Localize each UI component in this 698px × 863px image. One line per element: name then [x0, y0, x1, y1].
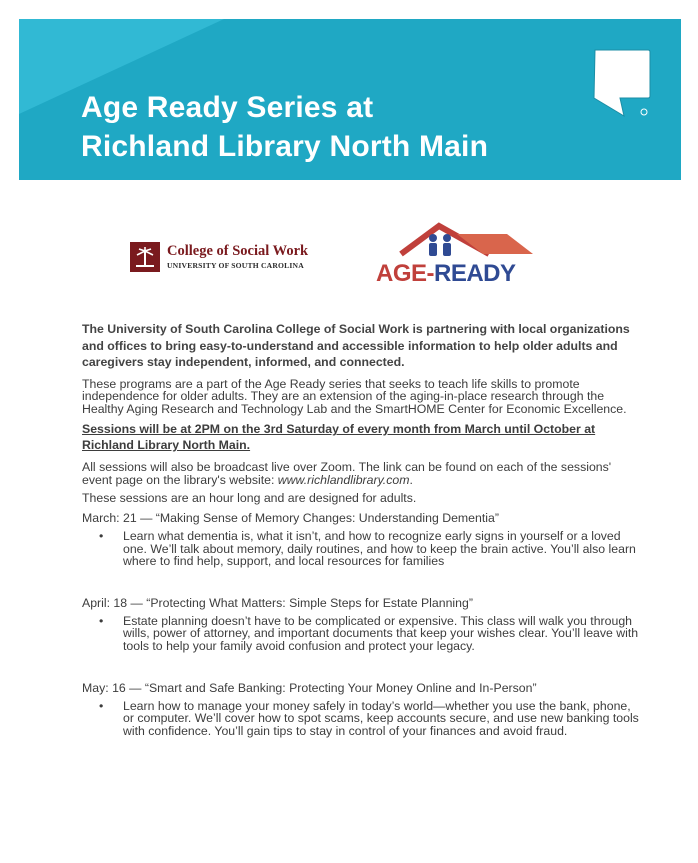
library-website-link[interactable]: www.richlandlibrary.com: [277, 472, 410, 487]
programs-paragraph: These programs are a part of the Age Ready series that seeks to teach life skills to promote independence for older adults. They are an extension of the aging-in-place research through the Healthy Aging Research and Technology Lab and the SmartHOME Center for Economic Excellence.: [82, 376, 627, 416]
intro-lead: The University of South Carolina College of Social Work is partnering with local organizations and offices to bring easy-to-understand and accessible information to help older adults and caregivers stay independent, informed, and connected.: [82, 322, 630, 369]
event-heading-march: March: 21 — “Making Sense of Memory Changes: Understanding Dementia”: [82, 511, 499, 526]
college-social-work-logo: [130, 240, 330, 274]
event-description-april: [82, 615, 642, 653]
age-ready-logo: [373, 220, 541, 290]
house-family-icon: [373, 220, 541, 262]
event-description-march: [82, 530, 642, 568]
sessions-schedule: Sessions will be at 2PM on the 3rd Saturday of every month from March until October at Richland Library North Main.: [82, 422, 596, 453]
title-line-2: Richland Library North Main: [81, 130, 489, 163]
zoom-end: .: [409, 472, 413, 487]
hour-long-paragraph: These sessions are an hour long and are designed for adults.: [82, 491, 417, 506]
age-ready-wordmark: [376, 260, 516, 288]
university-name: UNIVERSITY OF SOUTH CAROLINA: [167, 261, 304, 270]
event-text-march: Learn what dementia is, what it isn’t, and how to recognize early signs in yourself or a loved one. We’ll talk about memory, daily routines, and how to keep the brain active. You’ll also learn where to find help, support, and local resources for families: [123, 529, 636, 569]
bullet-icon: •: [99, 698, 104, 713]
college-name: College of Social Work: [167, 243, 309, 259]
palmetto-seal-icon: [130, 242, 160, 272]
event-description-may: [82, 700, 642, 738]
bullet-icon: •: [99, 529, 104, 544]
age-word-part1: AGE-: [376, 260, 434, 287]
event-text-may: Learn how to manage your money safely in today’s world—whether you use the bank, phone, or computer. We’ll cover how to spot scams, keep accounts secure, and use new banking tools with confidence. You’ll gain tips to stay in control of your finances and avoid fraud.: [123, 698, 639, 738]
main-content: [82, 321, 642, 737]
page-title: [81, 88, 488, 166]
title-line-1: Age Ready Series at: [81, 91, 374, 124]
event-heading-april: April: 18 — “Protecting What Matters: Simple Steps for Estate Planning”: [82, 595, 473, 610]
zoom-paragraph: [82, 461, 642, 486]
event-text-april: Estate planning doesn’t have to be complicated or expensive. This class will walk you through wills, power of attorney, and important documents that keep your wishes clear. You’ll leave with tools to help your family avoid confusion and protect your legacy.: [123, 613, 639, 654]
bullet-icon: •: [99, 613, 104, 628]
speech-bubble-icon: [592, 48, 652, 120]
zoom-text: All sessions will also be broadcast live over Zoom. The link can be found on each of the sessions' event page on the library's website:: [82, 460, 612, 487]
age-word-part2: READY: [434, 260, 516, 287]
event-heading-may: May: 16 — “Smart and Safe Banking: Protecting Your Money Online and In-Person”: [82, 680, 537, 695]
header-banner: [19, 19, 681, 180]
